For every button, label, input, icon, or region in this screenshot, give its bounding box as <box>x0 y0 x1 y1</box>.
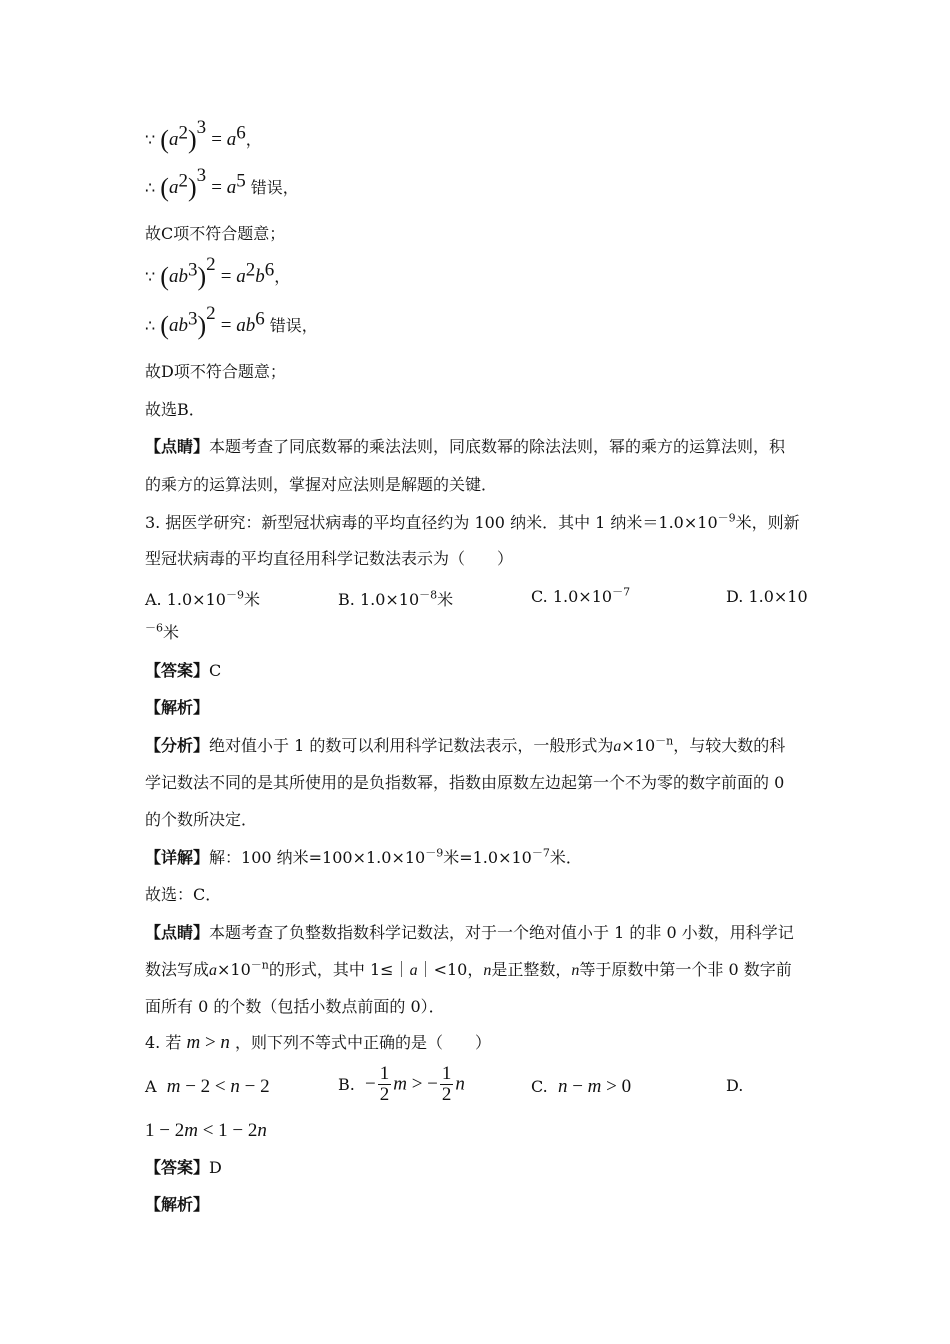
detail-mid: 米=1.0×10 <box>443 848 532 867</box>
conclusion-d: 故D项不符合题意； <box>145 362 286 381</box>
exponent: －8 <box>419 588 438 602</box>
wrong-text: 错误， <box>269 316 318 335</box>
q4-stem-text: 4. 若 <box>145 1033 182 1052</box>
option-label: A <box>145 1077 157 1096</box>
because-symbol: ∵ <box>145 130 156 149</box>
exponent: －n <box>250 958 269 972</box>
math-eq: = <box>220 266 237 287</box>
reason-line-d1: ∵ $(ab^3)^2 = a^2b^6$， <box>145 254 291 291</box>
paren: ) <box>187 173 197 202</box>
option-unit: 米 <box>163 623 180 642</box>
q3-option-c <box>531 587 630 606</box>
math-gt: > <box>200 1032 221 1053</box>
fenxi-base: ×10 <box>621 736 656 755</box>
q3-option-b <box>338 587 453 610</box>
option-label: D. <box>726 587 744 606</box>
q3-option-a <box>145 587 260 610</box>
because-symbol: ∵ <box>145 267 156 286</box>
math-n: n <box>483 962 492 979</box>
math-a: a <box>168 129 179 150</box>
point-text: ｜<10， <box>417 960 484 979</box>
option-label: B. <box>338 590 355 609</box>
q4-stem <box>145 1032 491 1054</box>
math-m: m <box>393 1073 407 1095</box>
q3-fenxi-2: 学记数法不同的是其所使用的是负指数幂，指数由原数左边起第一个不为零的数字前面的 0 <box>145 773 785 792</box>
q3-stem-text: 3. 据医学研究：新型冠状病毒的平均直径约为 100 纳米．其中 1 纳米＝1.0×10 <box>145 513 718 532</box>
exponent: －6 <box>145 621 163 635</box>
point-text: 等于原数中第一个非 0 数字前 <box>579 960 792 979</box>
math-m: m <box>186 1032 201 1053</box>
exponent: －n <box>655 734 674 748</box>
math-op: > − <box>406 1073 438 1095</box>
tag-analysis: 【分析】 <box>145 736 210 755</box>
math-n: n <box>455 1073 465 1095</box>
q3-stem-end: 米，则新 <box>735 513 800 532</box>
q4-option-c <box>531 1076 631 1098</box>
reason-line-c1: ∵ $(a^2)^3 = a^6$， <box>145 117 262 154</box>
q3-stem-1 <box>145 512 800 534</box>
option-unit: 米 <box>437 590 454 609</box>
math-op: − 2 <box>239 1076 270 1097</box>
math-op: − 2 < <box>180 1076 231 1097</box>
q3-detail <box>145 847 582 869</box>
math-eq: = <box>220 315 237 336</box>
option-label: A. <box>145 590 162 609</box>
option-label: D. <box>726 1076 744 1095</box>
exponent: －7 <box>531 846 550 860</box>
math-n: n <box>220 1032 230 1053</box>
paren: ) <box>187 125 197 154</box>
math-n: n <box>230 1076 240 1097</box>
fraction-half: $\frac{1}{2}$ <box>379 1063 390 1105</box>
q3-fenxi-3: 的个数所决定． <box>145 810 258 829</box>
math-ab: ab <box>168 266 188 287</box>
point-paragraph-1b: 的乘方的运算法则，掌握对应法则是解题的关键． <box>145 475 498 494</box>
option-label: C. <box>531 1077 548 1096</box>
math-eq: = <box>211 177 227 198</box>
q3-point-1 <box>145 922 794 944</box>
exponent: －9 <box>717 511 736 525</box>
option-base: 1.0×10 <box>748 587 808 606</box>
q3-answer <box>145 660 221 682</box>
wrong-text: 错误， <box>250 178 299 197</box>
q3-option-d-continued <box>145 622 179 644</box>
math-ab: ab <box>168 315 188 336</box>
math-n: n <box>571 962 580 979</box>
option-label: C. <box>531 587 548 606</box>
tag-answer: 【答案】 <box>145 1158 210 1177</box>
q3-point-2 <box>145 959 792 982</box>
paren: ) <box>197 262 207 291</box>
math-n: n <box>257 1120 267 1141</box>
tag-point: 【点睛】 <box>145 437 210 456</box>
math-a: a <box>209 962 218 979</box>
q4-option-b <box>338 1064 465 1105</box>
option-unit: 米 <box>243 590 260 609</box>
math-op: < 1 − 2 <box>197 1120 258 1141</box>
point-paragraph-1 <box>145 436 785 458</box>
q3-fenxi-1 <box>145 735 785 758</box>
q4-analysis-tag: 【解析】 <box>145 1195 210 1214</box>
math-op: > 0 <box>601 1076 632 1097</box>
math-a: a <box>409 962 418 979</box>
fenxi-end: ，与较大数的科 <box>673 736 786 755</box>
math-n: n <box>557 1076 568 1097</box>
tag-point: 【点睛】 <box>145 923 210 942</box>
option-base: 1.0×10 <box>166 590 226 609</box>
math-a: a <box>226 129 237 150</box>
option-base: 1.0×10 <box>552 587 613 606</box>
math-op: − <box>567 1076 588 1097</box>
tag-answer: 【答案】 <box>145 661 210 680</box>
paren: ( <box>160 125 169 154</box>
paren: ( <box>160 311 169 340</box>
q3-option-d <box>726 587 808 606</box>
q3-analysis-tag: 【解析】 <box>145 698 210 717</box>
choose-b: 故选B． <box>145 400 205 419</box>
option-label: B. <box>338 1075 355 1094</box>
math-ab: ab <box>236 315 256 336</box>
point-text: 数法写成 <box>145 960 210 979</box>
detail-text: 解：100 纳米=100×1.0×10 <box>209 848 426 867</box>
answer-value: C <box>209 661 222 680</box>
fenxi-text: 绝对值小于 1 的数可以利用科学记数法表示，一般形式为 <box>209 736 614 755</box>
q4-stem-end: ，则下列不等式中正确的是（ ） <box>235 1033 492 1052</box>
q3-stem-2: 型冠状病毒的平均直径用科学记数法表示为（ ） <box>145 549 514 568</box>
math-op: 1 − 2 <box>145 1120 185 1141</box>
conclusion-c: 故C项不符合题意； <box>145 224 286 243</box>
q4-option-d <box>726 1076 743 1095</box>
q3-choose: 故选：C． <box>145 885 222 904</box>
point-text: 本题考查了同底数幂的乘法法则，同底数幂的除法法则，幂的乘方的运算法则，积 <box>209 437 786 456</box>
point-text: 本题考查了负整数指数科学记数法，对于一个绝对值小于 1 的非 0 小数，用科学记 <box>209 923 794 942</box>
point-text: 的形式，其中 1≤｜ <box>268 960 410 979</box>
math-m: m <box>166 1076 181 1097</box>
math-a: a <box>236 266 246 287</box>
math-a: a <box>613 738 622 755</box>
therefore-symbol: ∴ <box>145 316 156 335</box>
point-text: 是正整数， <box>491 960 572 979</box>
q3-point-3: 面所有 0 的个数（包括小数点前面的 0）． <box>145 997 445 1016</box>
detail-end: 米． <box>549 848 582 867</box>
exponent: －9 <box>425 846 444 860</box>
paren: ) <box>197 311 207 340</box>
exponent: －9 <box>225 588 244 602</box>
fraction-half: $\frac{1}{2}$ <box>441 1063 452 1105</box>
math-m: m <box>587 1076 602 1097</box>
q4-option-d-expr <box>145 1120 267 1142</box>
math-b: b <box>255 266 265 287</box>
comma: ， <box>274 267 291 286</box>
math-a: a <box>168 177 179 198</box>
answer-value: D <box>209 1158 222 1177</box>
q4-option-a <box>145 1076 270 1098</box>
reason-line-d2: ∴ $(ab^3)^2 = ab^6$ 错误， <box>145 303 318 340</box>
math-op: − <box>365 1073 376 1095</box>
option-base: 1.0×10 <box>359 590 420 609</box>
q4-answer <box>145 1157 222 1179</box>
tag-detail: 【详解】 <box>145 848 210 867</box>
therefore-symbol: ∴ <box>145 178 156 197</box>
math-m: m <box>184 1120 198 1141</box>
math-a: a <box>226 177 237 198</box>
comma: ， <box>245 130 262 149</box>
exponent: －7 <box>612 585 631 599</box>
paren: ( <box>160 262 169 291</box>
reason-line-c2: ∴ $(a^2)^3 = a^5$ 错误， <box>145 165 299 202</box>
paren: ( <box>160 173 169 202</box>
math-eq: = <box>211 129 227 150</box>
point-base: ×10 <box>217 960 251 979</box>
